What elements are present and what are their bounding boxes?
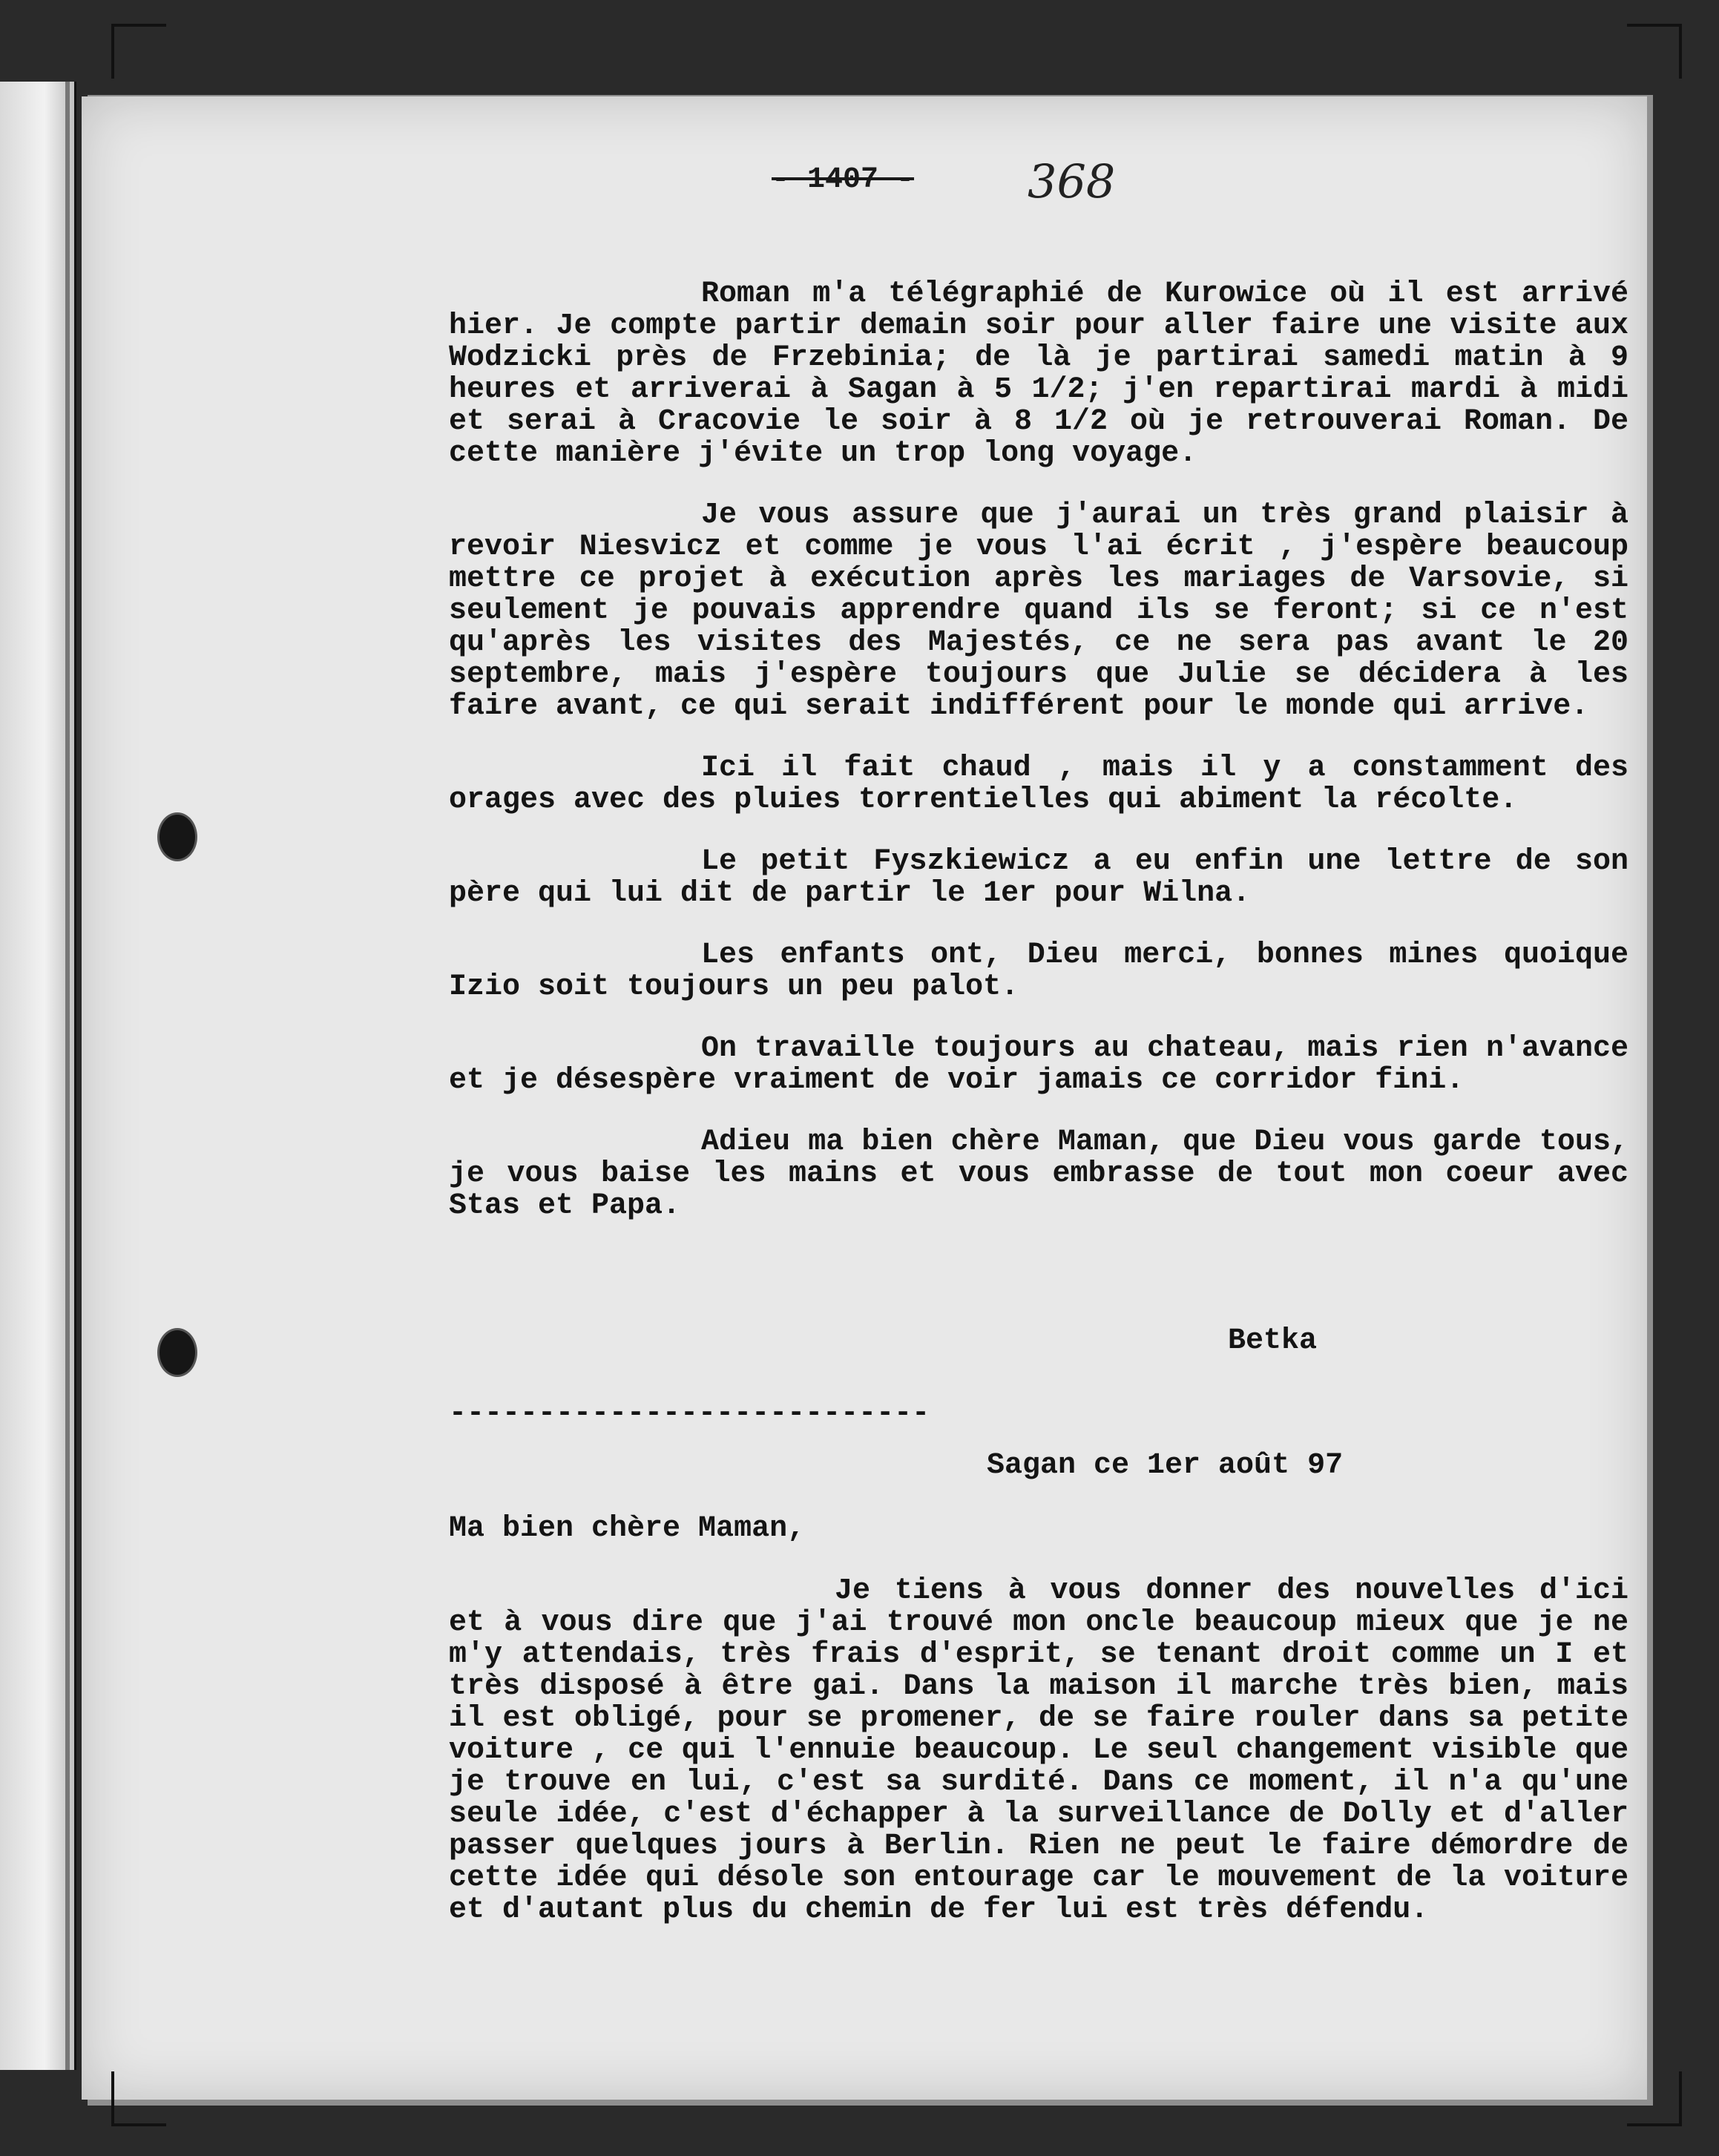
separator-line: --------------------------- — [449, 1397, 930, 1430]
crop-mark-top-left — [111, 24, 166, 79]
paragraph: Je vous assure que j'aurai un très grand plaisir à revoir Niesvicz et comme je vous l'ai écrit , j'espère beaucoup mettre ce projet à exécution après les mariages de Varsovie, si seulement je pouvais apprendre quand ils se feront; si ce n'est qu'après les visites des Majestés, ce ne sera pas avant le 20 septembre, mais j'espère toujours que Julie se décidera à les faire avant, ce qui serait indifférent pour le monde qui arrive. — [449, 499, 1628, 723]
crop-mark-top-right — [1627, 24, 1682, 79]
handwritten-page-number: 368 — [1028, 154, 1116, 208]
page-header — [772, 154, 1116, 208]
letter-2-body — [449, 1575, 1628, 1926]
crop-mark-bottom-left — [111, 2071, 166, 2126]
paragraph: Ici il fait chaud , mais il y a constamment des orages avec des pluies torrentielles qui abiment la récolte. — [449, 752, 1628, 817]
paragraph: Je tiens à vous donner des nouvelles d'ici et à vous dire que j'ai trouvé mon oncle beaucoup mieux que je ne m'y attendais, très frais d'esprit, se tenant droit comme un I et très disposé à être gai. Dans la maison il marche très bien, mais il est obligé, pour se promener, de se faire rouler dans sa petite voiture , ce qui l'ennuie beaucoup. Le seul changement visible que je trouve en lui, c'est sa surdité. Dans ce moment, il n'a qu'une seule idée, c'est d'échapper à la surveillance de Dolly et d'aller passer quelques jours à Berlin. Rien ne peut le faire démordre de cette idée qui désole son entourage car le mouvement de la voiture et d'autant plus du chemin de fer lui est très défendu. — [449, 1574, 1628, 1927]
crop-mark-bottom-right — [1627, 2071, 1682, 2126]
letter-1-body — [449, 278, 1628, 1222]
adjacent-page-edge — [0, 82, 76, 2070]
paragraph: Roman m'a télégraphié de Kurowice où il est arrivé hier. Je compte partir demain soir pour aller faire une visite aux Wodzicki près de Frzebinia; de là je partirai samedi matin à 9 heures et arriverai à Sagan à 5 1/2; j'en repartirai mardi à midi et serai à Cracovie le soir à 8 1/2 où je retrouverai Roman. De cette manière j'évite un trop long voyage. — [449, 277, 1628, 470]
salutation: Ma bien chère Maman, — [449, 1512, 806, 1545]
paragraph: Le petit Fyszkiewicz a eu enfin une lettre de son père qui lui dit de partir le 1er pour Wilna. — [449, 845, 1628, 910]
punch-hole-icon — [157, 1328, 197, 1377]
paragraph: Adieu ma bien chère Maman, que Dieu vous garde tous, je vous baise les mains et vous embrasse de tout mon coeur avec Stas et Papa. — [449, 1125, 1628, 1223]
struck-page-number: - 1407 - — [772, 163, 915, 197]
paragraph: Les enfants ont, Dieu merci, bonnes mines quoique Izio soit toujours un peu palot. — [449, 939, 1628, 1004]
punch-hole-icon — [157, 812, 197, 861]
letter-date: Sagan ce 1er août 97 — [987, 1449, 1344, 1482]
paragraph: On travaille toujours au chateau, mais rien n'avance et je désespère vraiment de voir jamais ce corridor fini. — [449, 1032, 1628, 1097]
signature: Betka — [1228, 1324, 1318, 1358]
